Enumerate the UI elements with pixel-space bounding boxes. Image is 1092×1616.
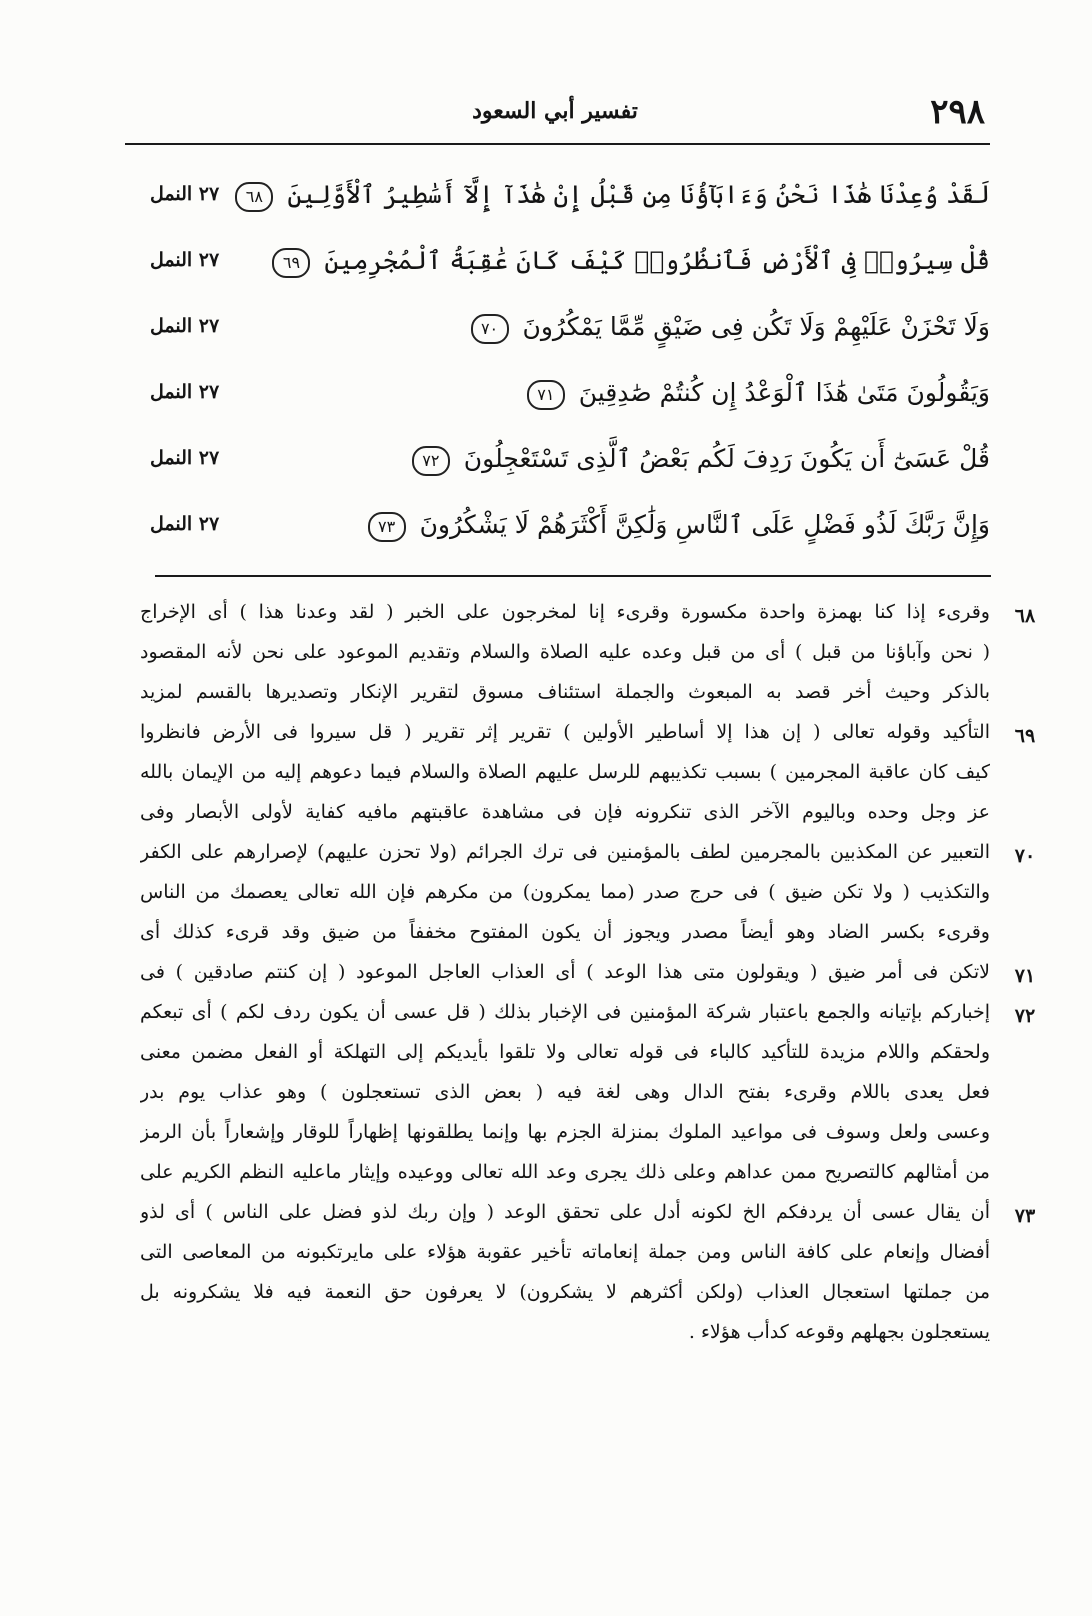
verse-row — [150, 360, 990, 426]
verse-text — [340, 502, 990, 548]
verse-number-marker: ٦٩ — [272, 248, 310, 278]
verse-text-content: قُلْ عَسَىٰٓ أَن يَكُونَ رَدِفَ لَكُم بَعْضُ ٱلَّذِى تَسْتَعْجِلُونَ — [463, 444, 990, 473]
surah-reference: ٢٧ النمل — [150, 315, 220, 337]
commentary-line: وعسى ولعل وسوف فى مواعيد الملوك بمنزلة الجزم بها وإنما يطلقونها إظهاراً للوقار وإشعاراً بأن الرمز — [140, 1121, 990, 1143]
verse-text-content: وَيَقُولُونَ مَتَىٰ هَٰذَا ٱلْوَعْدُ إِن كُنتُمْ صَٰدِقِينَ — [578, 378, 990, 407]
verse-row — [150, 162, 990, 228]
commentary-line: عز وجل وحده وباليوم الآخر الذى تنكرونه فإن فى مشاهدة عاقبتهم مافيه كفاية لأولى الأبصار وفى — [140, 801, 990, 823]
verse-number-marker: ٧٢ — [412, 446, 450, 476]
surah-reference: ٢٧ النمل — [150, 381, 220, 403]
commentary-line: والتكذيب ( ولا تكن ضيق ) فى حرج صدر (مما يمكرون) من مكرهم فإن الله تعالى يعصمك من الناس — [140, 881, 990, 903]
commentary-line: بالذكر وحيث أخر قصد به المبعوث والجملة استئناف مسوق لتقرير الإنكار وتصديرها بالقسم لمزيد — [140, 681, 990, 703]
commentary-verse-number: ٧٢ — [1014, 1005, 1036, 1027]
header-rule — [125, 143, 990, 145]
commentary-line: وقرىء بكسر الضاد وهو أيضاً مصدر ويجوز أن يكون المفتوح مخففاً من ضيق وقد قرىء كذلك أى — [140, 921, 990, 943]
commentary-line: التأكيد وقوله تعالى ( إن هذا إلا أساطير الأولين ) تقرير إثر تقرير ( قل سيروا فى الأرض فانظروا — [140, 721, 990, 743]
commentary-line: التعبير عن المكذبين بالمجرمين لطف بالمؤمنين فى ترك الجرائم (ولا تحزن عليهم) لإصرارهم على الكفر — [140, 841, 990, 863]
page-number: ٢٩٨ — [930, 92, 985, 132]
verse-text — [340, 304, 990, 350]
commentary-line: يستعجلون بجهلهم وقوعه كدأب هؤلاء . — [688, 1321, 990, 1343]
verse-number-marker: ٧٣ — [368, 512, 406, 542]
verse-text — [245, 172, 990, 218]
section-divider — [155, 575, 991, 577]
commentary-line: من أمثالهم كالتصريح ممن عداهم وعلى ذلك يجرى وعد الله تعالى ووعيده وإيثار ماعليه النظم الكريم على — [140, 1161, 990, 1183]
commentary-verse-number: ٧٠ — [1014, 845, 1036, 867]
verse-number-marker: ٧١ — [527, 380, 565, 410]
verse-text — [340, 436, 990, 482]
verse-number-marker: ٦٨ — [235, 182, 273, 212]
commentary-text — [140, 592, 990, 1352]
verse-text — [282, 238, 990, 284]
commentary-verse-number: ٦٨ — [1014, 605, 1036, 627]
commentary-line: ( نحن وآباؤنا من قبل ) أى من قبل وعده عليه الصلاة والسلام وتقديم الموعود على نحن لأنه المقصود — [140, 641, 990, 663]
surah-reference: ٢٧ النمل — [150, 183, 220, 205]
commentary-line: أن يقال عسى أن يردفكم الخ لكونه أدل على تحقق الوعد ( وإن ربك لذو فضل على الناس ) أى لذو — [140, 1201, 990, 1223]
verse-text-content: وَإِنَّ رَبَّكَ لَذُو فَضْلٍ عَلَى ٱلنَّاسِ وَلَٰكِنَّ أَكْثَرَهُمْ لَا يَشْكُرُونَ — [419, 510, 990, 539]
commentary-verse-number: ٧١ — [1014, 965, 1036, 987]
commentary-line: ولحقكم واللام مزيدة للتأكيد كالباء فى قوله تعالى ولا تلقوا بأيديكم إلى التهلكة أو الفعل مضمن معنى — [140, 1041, 990, 1063]
surah-reference: ٢٧ النمل — [150, 513, 220, 535]
surah-reference: ٢٧ النمل — [150, 249, 220, 271]
verse-text-content: وَلَا تَحْزَنْ عَلَيْهِمْ وَلَا تَكُن فِى ضَيْقٍ مِّمَّا يَمْكُرُونَ — [522, 312, 990, 341]
surah-reference: ٢٧ النمل — [150, 447, 220, 469]
verse-text — [340, 370, 990, 416]
commentary-verse-number: ٧٣ — [1014, 1205, 1036, 1227]
commentary-verse-number: ٦٩ — [1014, 725, 1036, 747]
commentary-line: فعل يعدى باللام وقرىء بفتح الدال وهى لغة فيه ( بعض الذى تستعجلون ) وهو عذاب يوم بدر — [140, 1081, 990, 1103]
page-header — [125, 92, 985, 140]
verse-row — [150, 228, 990, 294]
verse-text-content: لَقَدْ وُعِدْنَا هَٰذَا نَحْنُ وَءَابَآؤُنَا مِن قَبْلُ إِنْ هَٰذَآ إِلَّآ أَسَٰطِيرُ ٱلْأَوَّلِينَ — [287, 180, 990, 209]
verse-row — [150, 492, 990, 558]
verse-row — [150, 294, 990, 360]
commentary-line: إخباركم بإتيانه والجمع باعتبار شركة المؤمنين فى الإخبار بذلك ( قل عسى أن يكون ردف لكم ) أى تبعكم — [140, 1001, 990, 1023]
verse-text-content: قُلْ سِيرُوا۟ فِى ٱلْأَرْضِ فَٱنظُرُوا۟ كَيْفَ كَانَ عَٰقِبَةُ ٱلْمُجْرِمِينَ — [324, 246, 990, 275]
commentary-line: من جملتها استعجال العذاب (ولكن أكثرهم لا يشكرون) لا يعرفون حق النعمة فيه فلا يشكرونه بل — [140, 1281, 990, 1303]
verse-list — [150, 162, 990, 558]
commentary-line: وقرىء إذا كنا بهمزة واحدة مكسورة وقرىء إنا لمخرجون على الخبر ( لقد وعدنا هذا ) أى الإخراج — [140, 601, 990, 623]
book-title: تفسير أبي السعود — [472, 98, 638, 124]
verse-number-marker: ٧٠ — [471, 314, 509, 344]
commentary-line: لاتكن فى أمر ضيق ( ويقولون متى هذا الوعد ) أى العذاب العاجل الموعود ( إن كنتم صادقين ) فى — [140, 961, 990, 983]
verse-row — [150, 426, 990, 492]
commentary-line: أفضال وإنعام على كافة الناس ومن جملة إنعاماته تأخير عقوبة هؤلاء على مايرتكبونه من المعاصى التى — [140, 1241, 990, 1263]
commentary-line: كيف كان عاقبة المجرمين ) بسبب تكذيبهم للرسل عليهم الصلاة والسلام فيما دعوهم إليه من الإيمان بالله — [140, 761, 990, 783]
